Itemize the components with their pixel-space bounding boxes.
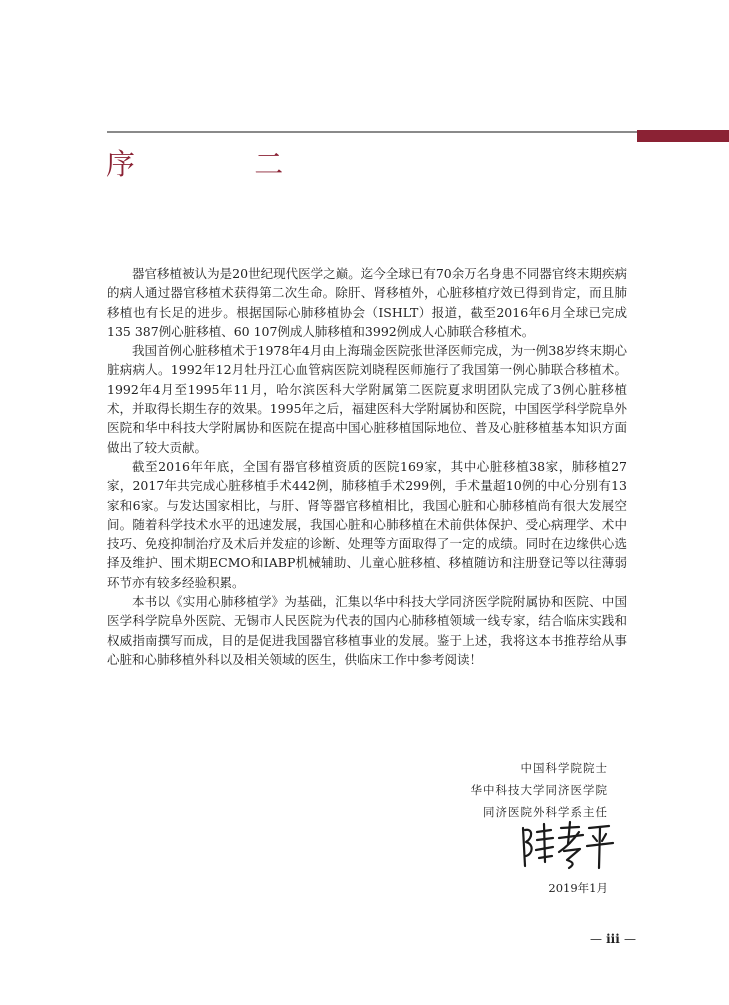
header-rule [107, 131, 637, 133]
author-titles [471, 757, 609, 823]
author-title-line: 华中科技大学同济医学院 [470, 783, 608, 797]
page-dash-left: — [589, 932, 602, 946]
paragraph-2: 我国首例心脏移植术于1978年4月由上海瑞金医院张世泽医师完成，为一例38岁终末期心脏病病人。1992年12月牡丹江心血管病医院刘晓程医师施行了我国第一例心肺联合移植术。1992年4月至1995年11月，哈尔滨医科大学附属第二医院夏求明团队完成了3例心脏移植术，并取得长期生存的效果。1995年之后，福建医科大学附属协和医院，中国医学科学院阜外医院和华中科技大学附属协和医院在提高中国心脏移植国际地位、普及心脏移植基本知识方面做出了较大贡献。 [107, 343, 627, 455]
handwritten-signature [517, 818, 617, 870]
header-accent-bar [637, 130, 729, 142]
page-dash-right: — [624, 932, 636, 946]
signature-date: 2019年1月 [548, 881, 608, 895]
paragraph-4: 本书以《实用心肺移植学》为基础，汇集以华中科技大学同济医学院附属协和医院、中国医学科学院阜外医院、无锡市人民医院为代表的国内心肺移植领域一线专家，结合临床实践和权威指南撰写而成，目的是促进我国器官移植事业的发展。鉴于上述，我将这本书推荐给从事心脏和心肺移植外科以及相关领域的医生，供临床工作中参考阅读！ [107, 594, 627, 667]
paragraph-1: 器官移植被认为是20世纪现代医学之巅。迄今全球已有70余万名身患不同器官终末期疾病的病人通过器官移植术获得第二次生命。除肝、肾移植外，心脏移植疗效已得到肯定，而且肺移植也有长足的进步。根据国际心肺移植协会（ISHLT）报道，截至2016年6月全球已完成135 387例心脏移植、60 107例成人肺移植和3992例成人心肺联合移植术。 [107, 266, 627, 339]
page-number-value: iii [606, 932, 620, 946]
paragraph-3: 截至2016年年底，全国有器官移植资质的医院169家，其中心脏移植38家，肺移植27家，2017年共完成心脏移植手术442例，肺移植手术299例，手术量超10例的中心分别有13家和6家。与发达国家相比，与肝、肾等器官移植相比，我国心脏和心肺移植尚有很大发展空间。随着科学技术水平的迅速发展，我国心脏和心肺移植在术前供体保护、受心病理学、术中技巧、免疫抑制治疗及术后并发症的诊断、处理等方面取得了一定的成绩。同时在边缘供心选择及维护、围术期ECMO和IABP机械辅助、儿童心脏移植、移植随访和注册登记等以往薄弱环节亦有较多经验积累。 [107, 458, 627, 590]
page-number [590, 932, 636, 946]
author-title-line: 同济医院外科学系主任 [483, 805, 608, 819]
preface-body [107, 264, 627, 669]
section-title: 序 二 [106, 147, 339, 181]
author-title-line: 中国科学院院士 [520, 761, 608, 775]
